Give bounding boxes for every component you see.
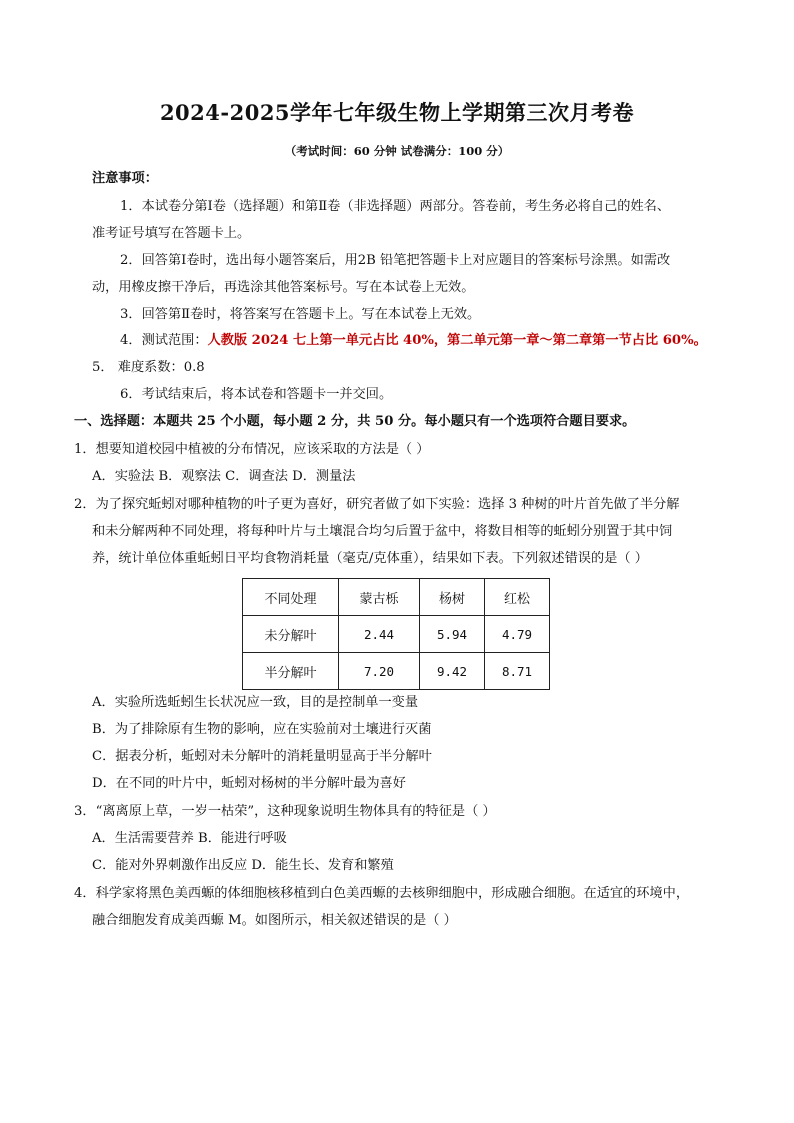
notice-item-2-cont: 动，用橡皮擦干净后，再选涂其他答案标号。写在本试卷上无效。: [92, 280, 475, 295]
question-2-option-c: C．据表分析，蚯蚓对未分解叶的消耗量明显高于半分解叶: [92, 749, 432, 764]
table-cell: 4.79: [485, 616, 550, 653]
notice-item-3: 3．回答第Ⅱ卷时，将答案写在答题卡上。写在本试卷上无效。: [120, 307, 481, 322]
question-1-options: A．实验法 B．观察法 C．调查法 D．测量法: [92, 469, 356, 484]
question-3-options-cd: C．能对外界刺激作出反应 D．能生长、发育和繁殖: [92, 858, 394, 873]
question-3-options-ab: A．生活需要营养 B．能进行呼吸: [92, 831, 287, 846]
table-cell: 9.42: [420, 653, 485, 690]
notice-item-1: 1．本试卷分第Ⅰ卷（选择题）和第Ⅱ卷（非选择题）两部分。答卷前，考生务必将自己的姓名、: [120, 199, 671, 214]
question-2-stem-cont1: 和未分解两种不同处理，将每种叶片与土壤混合均匀后置于盆中，将数目相等的蚯蚓分别置于其中饲: [92, 524, 673, 539]
question-4-stem: 4．科学家将黑色美西螈的体细胞核移植到白色美西螈的去核卵细胞中，形成融合细胞。在适宜的环境中，: [74, 886, 690, 901]
notice-item-4-label: 4．测试范围：: [120, 333, 208, 348]
question-1-stem: 1．想要知道校园中植被的分布情况，应该采取的方法是（ ）: [74, 442, 430, 457]
question-2-option-b: B．为了排除原有生物的影响，应在实验前对土壤进行灭菌: [92, 722, 432, 737]
question-4-stem-cont: 融合细胞发育成美西螈 M。如图所示，相关叙述错误的是（ ）: [92, 913, 457, 928]
question-2-stem: 2．为了探究蚯蚓对哪种植物的叶子更为喜好，研究者做了如下实验：选择 3 种树的叶片首先做了半分解: [74, 497, 680, 512]
table-cell: 半分解叶: [243, 653, 339, 690]
notice-item-6: 6．考试结束后，将本试卷和答题卡一并交回。: [120, 387, 393, 402]
notice-item-2: 2．回答第Ⅰ卷时，选出每小题答案后，用2B 铅笔把答题卡上对应题目的答案标号涂黑。如需改: [120, 253, 671, 268]
section-heading-choice: 一、选择题：本题共 25 个小题，每小题 2 分，共 50 分。每小题只有一个选项符合题目要求。: [74, 414, 636, 429]
table-header-cell: 蒙古栎: [339, 579, 420, 616]
question-2-option-a: A．实验所选蚯蚓生长状况应一致，目的是控制单一变量: [92, 695, 419, 710]
table-header-cell: 杨树: [420, 579, 485, 616]
table-header-row: [243, 579, 550, 616]
table-cell: 2.44: [339, 616, 420, 653]
table-header-cell: 红松: [485, 579, 550, 616]
table-cell: 5.94: [420, 616, 485, 653]
notice-item-1-cont: 准考证号填写在答题卡上。: [92, 226, 251, 241]
notice-item-4: [120, 331, 707, 351]
table-header-cell: 不同处理: [243, 579, 339, 616]
question-3-stem: 3．“离离原上草，一岁一枯荣”，这种现象说明生物体具有的特征是（ ）: [74, 804, 496, 819]
table-cell: 7.20: [339, 653, 420, 690]
notice-heading: 注意事项：: [92, 171, 158, 186]
question-2-stem-cont2: 养，统计单位体重蚯蚓日平均食物消耗量（毫克/克体重），结果如下表。下列叙述错误的是（ ）: [92, 551, 648, 566]
page-title: 2024-2025学年七年级生物上学期第三次月考卷: [159, 100, 635, 125]
test-range: 人教版 2024 七上第一单元占比 40%，第二单元第一章～第二章第一节占比 60%。: [207, 333, 707, 348]
results-table: [242, 578, 550, 690]
notice-item-5: 5． 难度系数：0.8: [92, 360, 205, 375]
table-cell: 未分解叶: [243, 616, 339, 653]
question-2-option-d: D．在不同的叶片中，蚯蚓对杨树的半分解叶最为喜好: [92, 776, 406, 791]
table-row: [243, 616, 550, 653]
exam-info: （考试时间：60 分钟 试卷满分：100 分）: [284, 144, 510, 158]
table-cell: 8.71: [485, 653, 550, 690]
table-row: [243, 653, 550, 690]
